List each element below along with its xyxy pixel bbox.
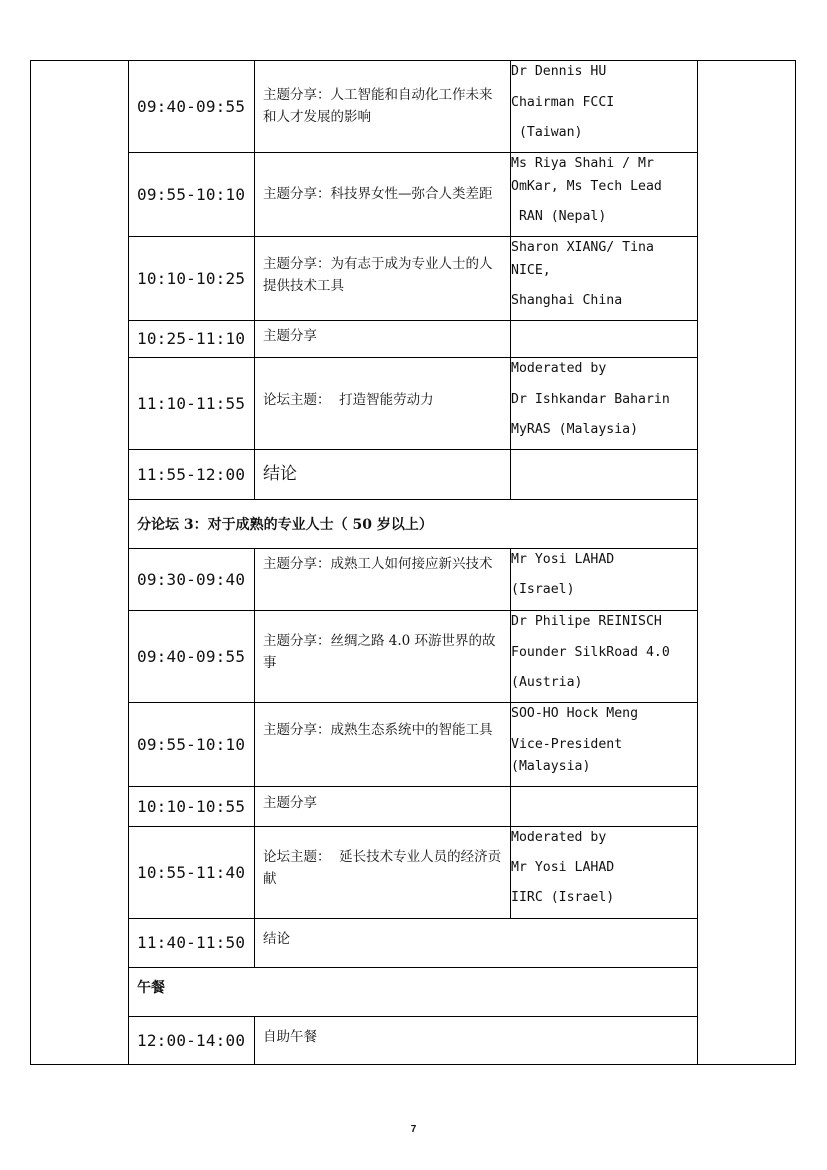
session-time: 09:55-10:10 [137, 184, 246, 204]
section-title: 分论坛 3：对于成熟的专业人士（ 50 岁以上） [137, 516, 433, 533]
speaker-line: OmKar, Ms Tech Lead [511, 179, 662, 194]
table-right-border [697, 60, 698, 1065]
speaker-line: (Israel) [511, 582, 575, 597]
session-topic: 主题分享：丝绸之路 4.0 环游世界的故事 [263, 633, 496, 671]
session-time: 11:55-12:00 [137, 464, 246, 484]
session-speaker [511, 152, 697, 236]
speaker-line: Moderated by [511, 830, 607, 845]
session-topic: 主题分享：人工智能和自动化工作未来和人才发展的影响 [263, 87, 493, 125]
speaker-line: Ms Riya Shahi / Mr [511, 156, 654, 171]
session-topic: 自助午餐 [263, 1029, 317, 1045]
session-time: 10:10-10:25 [137, 268, 246, 288]
session-speaker [511, 60, 697, 152]
session-topic: 主题分享 [263, 795, 317, 811]
page-number: 7 [410, 1124, 417, 1135]
speaker-line: Mr Yosi LAHAD [511, 552, 615, 567]
session-topic: 主题分享：为有志于成为专业人士的人提供技术工具 [263, 256, 493, 294]
session-speaker [511, 548, 697, 610]
session-topic: 结论 [263, 464, 297, 484]
speaker-line: RAN (Nepal) [511, 209, 607, 224]
speaker-line: Dr Philipe REINISCH [511, 614, 662, 629]
speaker-line: IIRC (Israel) [511, 890, 615, 905]
session-time: 10:25-11:10 [137, 329, 246, 348]
session-speaker [511, 826, 697, 918]
session-time: 12:00-14:00 [137, 1031, 246, 1050]
session-topic: 主题分享：成熟生态系统中的智能工具 [263, 722, 493, 738]
session-speaker [511, 702, 697, 786]
speaker-line: Chairman FCCI [511, 95, 615, 110]
session-time: 09:40-09:55 [137, 646, 246, 666]
session-time: 10:10-10:55 [137, 796, 246, 816]
session-topic: 主题分享 [263, 328, 317, 344]
speaker-line: Moderated by [511, 361, 607, 376]
session-time: 09:55-10:10 [137, 734, 246, 754]
session-topic: 主题分享：科技界女性—弥合人类差距 [263, 186, 493, 202]
session-time: 11:40-11:50 [137, 933, 246, 952]
session-time: 09:30-09:40 [137, 569, 246, 589]
speaker-line: SOO-HO Hock Meng [511, 706, 639, 721]
speaker-line: MyRAS (Malaysia) [511, 422, 639, 437]
lunch-section-title: 午餐 [137, 980, 165, 996]
speaker-line: (Malaysia) [511, 759, 591, 774]
speaker-line: Founder SilkRoad 4.0 [511, 645, 670, 660]
session-time: 09:40-09:55 [137, 96, 246, 116]
speaker-line: Dr Ishkandar Baharin [511, 392, 670, 407]
speaker-line: Sharon XIANG/ Tina [511, 240, 654, 255]
speaker-line: Dr Dennis HU [511, 64, 607, 79]
session-time: 11:10-11:55 [137, 393, 246, 413]
session-topic: 论坛主题： 打造智能劳动力 [263, 392, 434, 408]
speaker-line: (Taiwan) [511, 125, 583, 140]
session-speaker [511, 357, 697, 449]
speaker-line: NICE, [511, 263, 551, 278]
speaker-line: Mr Yosi LAHAD [511, 860, 615, 875]
session-topic: 论坛主题： 延长技术专业人员的经济贡献 [263, 849, 502, 887]
speaker-line: Shanghai China [511, 293, 623, 308]
session-topic: 主题分享：成熟工人如何接应新兴技术 [263, 556, 493, 572]
speaker-line: Vice-President [511, 737, 623, 752]
session-speaker [511, 610, 697, 702]
session-speaker [511, 236, 697, 320]
session-topic: 结论 [263, 931, 290, 947]
speaker-line: (Austria) [511, 675, 583, 690]
session-time: 10:55-11:40 [137, 862, 246, 882]
